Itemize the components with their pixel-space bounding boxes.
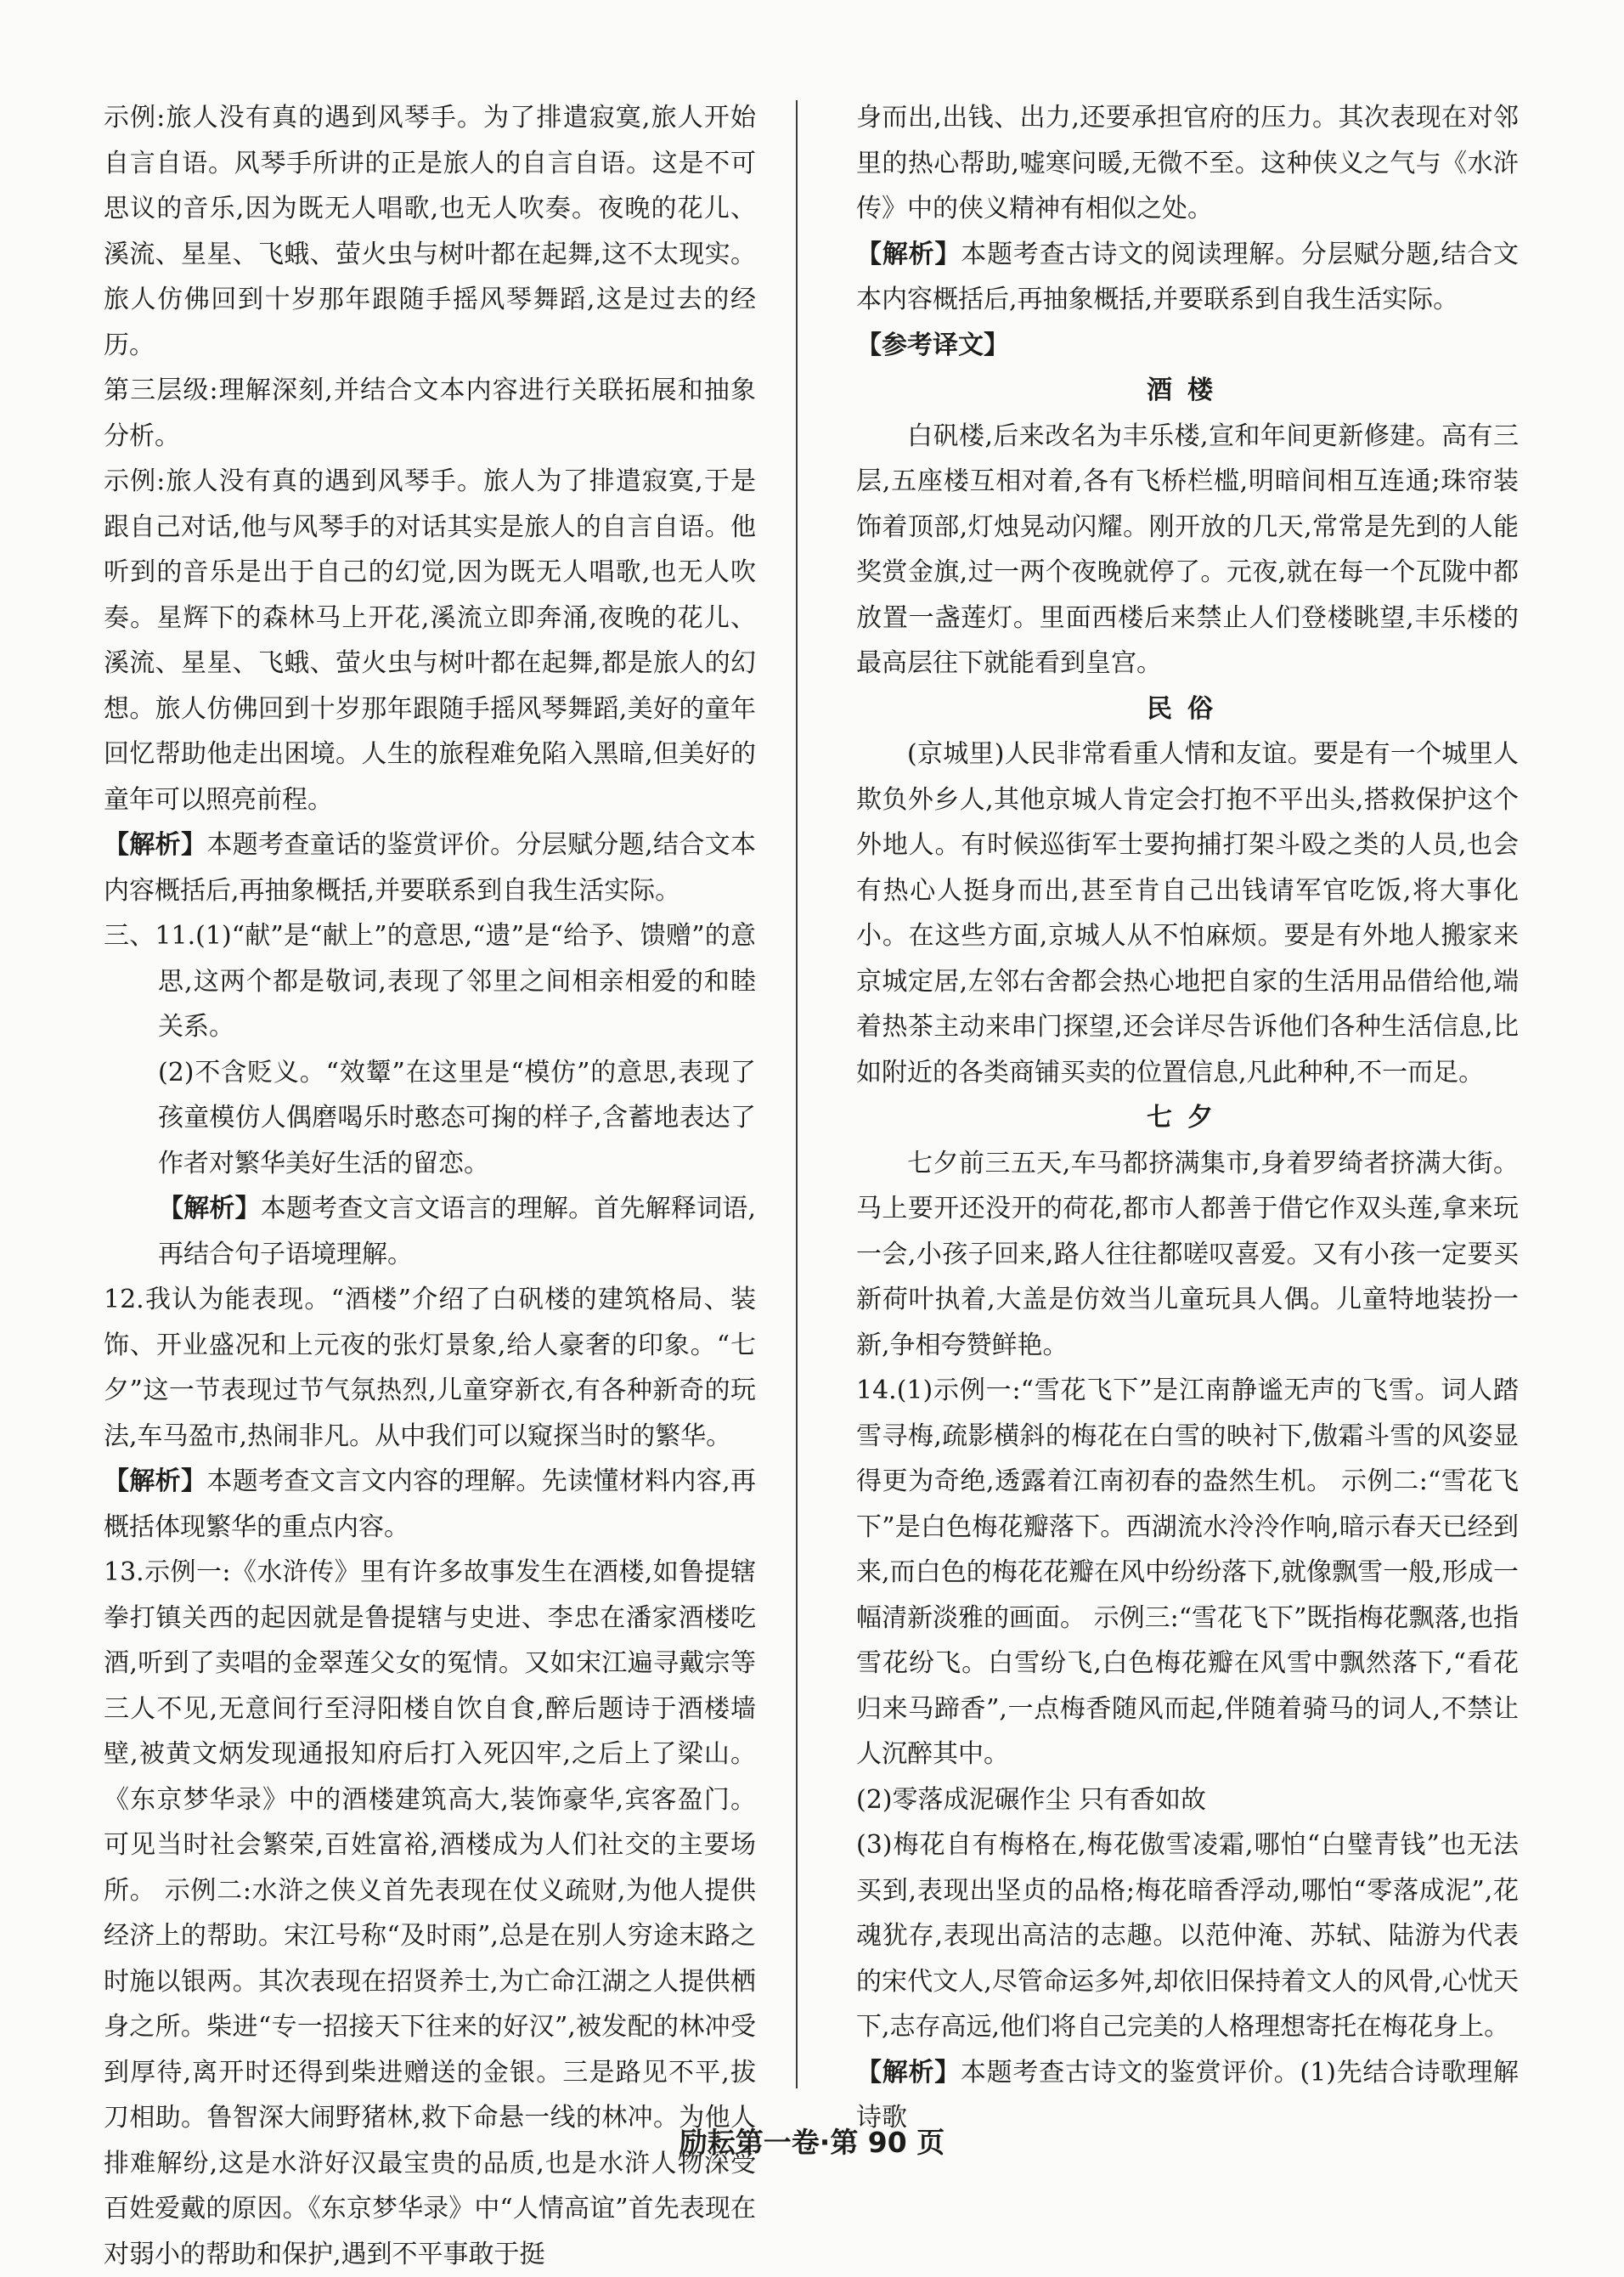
section-heading-qixi: 七夕 xyxy=(1147,1103,1228,1133)
analysis-tag: 【解析】 xyxy=(856,2057,961,2088)
answer-14-part2: (2)零落成泥碾作尘 只有香如故 xyxy=(856,1784,1207,1815)
answer-example-level3: 示例:旅人没有真的遇到风琴手。旅人为了排遣寂寞,于是跟自己对话,他与风琴手的对话其实是旅人的自言自语。他听到的音乐是出于自己的幻觉,因为既无人唱歌,也无人吹奏。星辉下的森林马上开花,溪流立即奔涌,夜晚的花儿、溪流、星星、飞蛾、萤火虫与树叶都在起舞,都是旅人的幻想。旅人仿佛回到十岁那年跟随手摇风琴舞蹈,美好的童年回忆帮助他走出困境。人生的旅程难免陷入黑暗,但美好的童年可以照亮前程。 xyxy=(104,466,756,815)
analysis-note-11 xyxy=(104,1186,756,1277)
answer-example-level2: 示例:旅人没有真的遇到风琴手。为了排遣寂寞,旅人开始自言自语。风琴手所讲的正是旅人的自言自语。这是不可思议的音乐,因为既无人唱歌,也无人吹奏。夜晚的花儿、溪流、星星、飞蛾、萤火虫与树叶都在起舞,这不太现实。旅人仿佛回到十岁那年跟随手摇风琴舞蹈,这是过去的经历。 xyxy=(104,103,756,360)
translation-jiulou: 白矾楼,后来改名为丰乐楼,宣和年间更新修建。高有三层,五座楼互相对着,各有飞桥栏槛,明暗间相互连通;珠帘装饰着顶部,灯烛晃动闪耀。刚开放的几天,常常是先到的人能奖赏金旗,过一两个夜晚就停了。元夜,就在每一个瓦陇中都放置一盏莲灯。里面西楼后来禁止人们登楼眺望,丰乐楼的最高层往下就能看到皇宫。 xyxy=(856,421,1519,678)
section-heading-minsu: 民俗 xyxy=(1147,693,1228,724)
answer-12: 12.我认为能表现。“酒楼”介绍了白矾楼的建筑格局、装饰、开业盛况和上元夜的张灯景象,给人豪奢的印象。“七夕”这一节表现过节气氛热烈,儿童穿新衣,有各种新奇的玩法,车马盈市,热闹非凡。从中我们可以窥探当时的繁华。 xyxy=(104,1285,756,1451)
section-heading-jiulou: 酒楼 xyxy=(1147,376,1228,405)
analysis-text: 本题考查古诗文的阅读理解。分层赋分题,结合文本内容概括后,再抽象概括,并要联系到自我生活实际。 xyxy=(856,239,1519,314)
right-column xyxy=(856,95,1519,2141)
answer-11-part2: (2)不含贬义。“效颦”在这里是“模仿”的意思,表现了孩童模仿人偶磨喝乐时憨态可掬的样子,含蓄地表达了作者对繁华美好生活的留恋。 xyxy=(158,1057,756,1178)
column-divider xyxy=(796,100,798,2088)
analysis-text: 本题考查文言文内容的理解。先读懂材料内容,再概括体现繁华的重点内容。 xyxy=(104,1466,756,1542)
answer-14-part3: (3)梅花自有梅格在,梅花傲雪凌霜,哪怕“白璧青钱”也无法买到,表现出坚贞的品格;梅花暗香浮动,哪怕“零落成泥”,花魂犹存,表现出高洁的志趣。以范仲淹、苏轼、陆游为代表的宋代文人,尽管命运多舛,却依旧保持着文人的风骨,心忧天下,志存高远,他们将自己完美的人格理想寄托在梅花身上。 xyxy=(856,1830,1519,2042)
analysis-note-13 xyxy=(856,232,1519,323)
analysis-tag: 【解析】 xyxy=(158,1194,261,1223)
answer-13: 13.示例一:《水浒传》里有许多故事发生在酒楼,如鲁提辖拳打镇关西的起因就是鲁提辖与史进、李忠在潘家酒楼吃酒,听到了卖唱的金翠莲父女的冤情。又如宋江遍寻戴宗等三人不见,无意间行至浔阳楼自饮自食,醉后题诗于酒楼墙壁,被黄文炳发现通报知府后打入死囚牢,之后上了梁山。《东京梦华录》中的酒楼建筑高大,装饰豪华,宾客盈门。可见当时社会繁荣,百姓富裕,酒楼成为人们社交的主要场所。 示例二:水浒之侠义首先表现在仗义疏财,为他人提供经济上的帮助。宋江号称“及时雨”,总是在别人穷途末路之时施以银两。其次表现在招贤养士,为亡命江湖之人提供栖身之所。柴进“专一招接天下往来的好汉”,被发配的林冲受到厚待,离开时还得到柴进赠送的金银。三是路见不平,拔刀相助。鲁智深大闹野猪林,救下命悬一线的林冲。为他人排难解纷,这是水浒好汉最宝贵的品质,也是水浒人物深受百姓爱戴的原因。《东京梦华录》中“人情高谊”首先表现在对弱小的帮助和保护,遇到不平事敢于挺 xyxy=(104,1557,756,2269)
analysis-note-10 xyxy=(104,822,756,913)
answer-level3-title: 第三层级:理解深刻,并结合文本内容进行关联拓展和抽象分析。 xyxy=(104,376,756,451)
reference-translation-title: 【参考译文】 xyxy=(856,330,1009,360)
translation-qixi: 七夕前三五天,车马都挤满集市,身着罗绮者挤满大街。马上要开还没开的荷花,都市人都善于借它作双头莲,拿来玩一会,小孩子回来,路人往往都嗟叹喜爱。又有小孩一定要买新荷叶执着,大盖是仿效当儿童玩具人偶。儿童特地装扮一新,争相夸赞鲜艳。 xyxy=(856,1148,1519,1360)
analysis-note-12 xyxy=(104,1459,756,1550)
answer-11-part1: 三、11.(1)“献”是“献上”的意思,“遗”是“给予、馈赠”的意思,这两个都是敬词,表现了邻里之间相亲相爱的和睦关系。 xyxy=(104,921,756,1042)
analysis-tag: 【解析】 xyxy=(104,1466,207,1496)
analysis-text: 本题考查童话的鉴赏评价。分层赋分题,结合文本内容概括后,再抽象概括,并要联系到自我生活实际。 xyxy=(104,830,756,906)
left-column xyxy=(104,95,756,2277)
page-footer: 励耘第一卷·第 90 页 xyxy=(679,2126,945,2159)
answer-14-part1: 14.(1)示例一:“雪花飞下”是江南静谧无声的飞雪。词人踏雪寻梅,疏影横斜的梅花在白雪的映衬下,傲霜斗雪的风姿显得更为奇绝,透露着江南初春的盎然生机。 示例二:“雪花飞下”是白色梅花瓣落下。西湖流水泠泠作响,暗示春天已经到来,而白色的梅花花瓣在风中纷纷落下,就像飘雪一般,形成一幅清新淡雅的画面。 示例三:“雪花飞下”既指梅花飘落,也指雪花纷飞。白雪纷飞,白色梅花瓣在风雪中飘然落下,“看花归来马蹄香”,一点梅香随风而起,伴随着骑马的词人,不禁让人沉醉其中。 xyxy=(856,1376,1519,1769)
analysis-tag: 【解析】 xyxy=(104,830,207,860)
answer-13-continued: 身而出,出钱、出力,还要承担官府的压力。其次表现在对邻里的热心帮助,嘘寒问暖,无微不至。这种侠义之气与《水浒传》中的侠义精神有相似之处。 xyxy=(856,103,1519,223)
analysis-text: 本题考查文言文语言的理解。首先解释词语,再结合句子语境理解。 xyxy=(158,1194,756,1269)
analysis-text: 本题考查古诗文的鉴赏评价。(1)先结合诗歌理解诗歌 xyxy=(856,2057,1519,2133)
translation-minsu: (京城里)人民非常看重人情和友谊。要是有一个城里人欺负外乡人,其他京城人肯定会打抱不平出头,搭救保护这个外地人。有时候巡街军士要拘捕打架斗殴之类的人员,也会有热心人挺身而出,甚至肯自己出钱请军官吃饭,将大事化小。在这些方面,京城人从不怕麻烦。要是有外地人搬家来京城定居,左邻右舍都会热心地把自家的生活用品借给他,端着热茶主动来串门探望,还会详尽告诉他们各种生活信息,比如附近的各类商铺买卖的位置信息,凡此种种,不一而足。 xyxy=(856,739,1519,1088)
analysis-tag: 【解析】 xyxy=(856,239,961,269)
